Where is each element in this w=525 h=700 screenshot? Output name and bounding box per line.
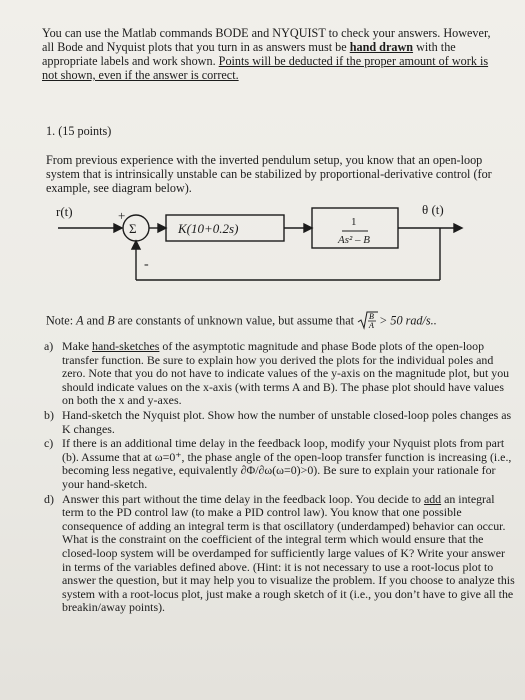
part-label: d)	[44, 491, 54, 506]
part-text: of the asymptotic magnitude and phase Bode plots of the open-loop transfer function. Be sure to explain how you derived the plots for the individual poles and zero. Note that you do not have to indicate values of the y-axis on the magnitude plot, but you should indicate values on the x-axis (with terms A and B). The phase plot should have values on both the x and y-axes.	[62, 339, 510, 408]
part-a	[44, 339, 516, 408]
part-d	[44, 491, 516, 615]
part-text: Hand-sketch the Nyquist plot. Show how the number of unstable closed-loop poles changes as K changes.	[62, 407, 512, 436]
intro-text-1: You can use the Matlab commands BODE and NYQUIST to check your answers. However, all Bode and Nyquist plots that you turn in as answers must be	[42, 26, 491, 54]
problem-statement: From previous experience with the inverted pendulum setup, you know that an open-loop system that is intrinsically unstable can be stabilized by proportional-derivative control (for example, see diagram below).	[46, 153, 492, 195]
problem-heading: 1. (15 points)	[46, 124, 112, 138]
feedback-arrow	[132, 241, 140, 249]
svg-text:B: B	[369, 312, 374, 321]
note-condition: > 50 rad/s..	[379, 313, 437, 328]
hand-drawn-emphasis: hand drawn	[349, 40, 414, 54]
intro-paragraph	[42, 26, 502, 82]
intro-text-2: with the appropriate labels and work shown.	[42, 40, 456, 68]
input-arrow	[114, 224, 122, 232]
note-text: are constants of unknown value, but assume that	[114, 313, 358, 328]
sigma-symbol: Σ	[129, 221, 137, 236]
part-b	[44, 407, 516, 436]
part-c	[44, 436, 516, 491]
note-var-a: A	[76, 313, 84, 328]
part-label: c)	[44, 436, 54, 451]
part-text: Make	[62, 339, 93, 353]
plant-arrow	[304, 224, 312, 232]
part-underlined: hand-sketches	[92, 339, 160, 353]
question-parts	[44, 340, 516, 616]
part-label: b)	[44, 407, 54, 422]
part-text: Answer this part without the time delay in the feedback loop. You decide to	[62, 491, 424, 506]
part-text: an integral term to the PD control law (to make a PID control law). You know that one possible consequence of adding an integral term is that oscillatory (underdamped) behavior can occur. What is the constraint on the coefficient of the integral term which would ensure that the closed-loop system will be overdamped for sufficiently large values of K? Write your answer in terms of the variables defined above. (Hint: it is not necessary to use a root-locus plot to answer the question, but it may help you to visualize the problem. If you choose to analyze this system with a root-locus plot, just make a rough sketch of it (i.e., you don’t have to give all the breakin/away points).	[62, 491, 515, 615]
sqrt-b-over-a	[357, 310, 379, 333]
block-diagram	[40, 198, 480, 303]
output-label: θ (t)	[422, 202, 444, 217]
deduction-warning: Points will be deducted if the proper amount of work is not shown, even if the answer is correct.	[42, 54, 489, 82]
note-prefix: Note:	[46, 313, 77, 328]
controller-label: K(10+0.2s)	[178, 221, 239, 236]
part-underlined: add	[423, 491, 442, 506]
part-text: If there is an additional time delay in the feedback loop, modify your Nyquist plots from part (b). Assume that at ω=0⁺, the phase angle of the open-loop transfer function is increasing (i.e., becoming less negative, equivalently ∂Φ/∂ω(ω=0)>0). Be sure to explain your rationale for your hand-sketch.	[62, 436, 512, 491]
note-line	[46, 310, 506, 333]
minus-sign: -	[144, 257, 149, 272]
controller-arrow	[158, 224, 166, 232]
plus-sign: +	[118, 208, 126, 223]
plant-numerator: 1	[351, 216, 357, 228]
input-label: r(t)	[56, 204, 73, 219]
plant-denominator: As² – B	[338, 234, 371, 246]
output-arrow	[454, 224, 462, 232]
svg-text:A: A	[369, 321, 374, 330]
note-and: and	[83, 313, 108, 328]
part-label: a)	[44, 339, 54, 353]
note-var-b: B	[107, 313, 115, 328]
